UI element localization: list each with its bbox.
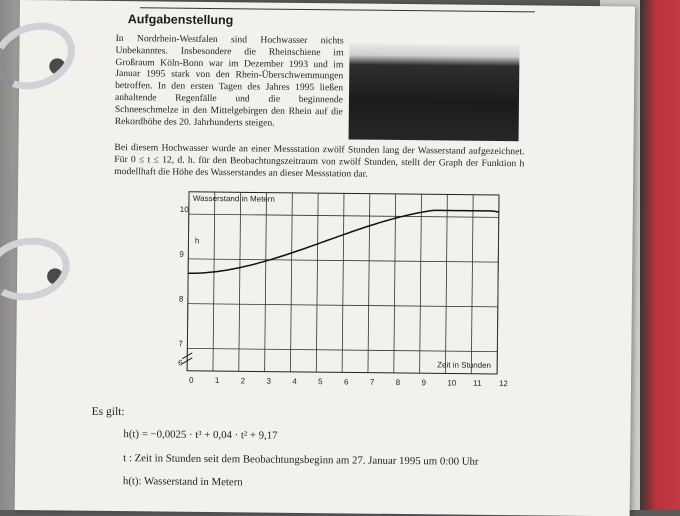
y-tick-label: 7: [178, 339, 183, 349]
x-tick-label: 12: [498, 379, 508, 389]
x-tick-label: 4: [292, 376, 297, 386]
x-tick-label: 10: [447, 378, 457, 388]
x-tick-label: 7: [369, 377, 375, 387]
function-formula: h(t) = −0,0025 · t³ + 0,04 · t² + 9,17: [123, 428, 278, 442]
x-tick-label: 0: [188, 375, 194, 385]
x-axis-label: Zeit in Stunden: [437, 360, 492, 370]
binder-right-edge: [640, 0, 680, 510]
grid-line-vertical: [497, 195, 499, 374]
es-gilt-label: Es gilt:: [91, 405, 125, 419]
x-tick-label: 2: [240, 376, 246, 386]
definition-t: t : Zeit in Stunden seit dem Beobachtungsbeginn am 27. Januar 1995 um 0:00 Uhr: [123, 452, 479, 468]
worksheet-page: [15, 0, 635, 516]
grid-line-vertical: [213, 192, 215, 371]
x-tick-label: 5: [318, 377, 323, 387]
grid-line-vertical: [394, 194, 396, 373]
grid-line-vertical: [368, 194, 370, 373]
y-tick-label: 6: [178, 358, 183, 368]
x-tick-label: 11: [473, 378, 482, 388]
definition-h: h(t): Wasserstand in Metern: [122, 475, 243, 489]
grid-line-vertical: [445, 194, 447, 373]
y-tick-label: 8: [178, 294, 184, 304]
header-rule: [140, 7, 535, 12]
grid-line-vertical: [420, 194, 422, 373]
grid-line-vertical: [316, 193, 318, 372]
x-tick-label: 1: [214, 376, 220, 386]
x-tick-label: 8: [395, 377, 401, 388]
grid-line-vertical: [239, 192, 241, 371]
x-tick-label: 6: [343, 377, 349, 387]
grid-line-vertical: [265, 193, 267, 372]
y-axis-label: Wasserstand in Metern: [192, 193, 275, 204]
x-tick-label: 3: [266, 376, 272, 386]
x-tick-label: 9: [421, 378, 427, 388]
y-tick-label: 10: [179, 205, 189, 215]
grid-line-vertical: [471, 195, 473, 374]
y-tick-label: 9: [179, 249, 184, 259]
grid-line-vertical: [290, 193, 292, 372]
page-heading: Aufgabenstellung: [127, 12, 234, 28]
flood-photo: [349, 43, 520, 141]
intro-paragraph: In Nordrhein-Westfalen sind Hochwasser nichts Unbekanntes. Insbesondere die Rheinschiene im Großraum Köln-Bonn war im Dezember 1993 und im Januar 1995 stark von den Rhein-Überschwemmungen betroffen. In den ersten Tagen des Jahres 1995 ließen anhaltende Regenfälle und die beginnende Schneeschmelze in den Mittelgebirgen den Rhein auf die Rekordhöhe des 20. Jahrhunderts steigen.: [114, 33, 344, 129]
task-paragraph: Bei diesem Hochwasser wurde an einer Messstation zwölf Stunden lang der Wasserstand aufgezeichnet. Für 0 ≤ t ≤ 12, d. h. für den Beobachtungszeitraum von zwölf Stunden, stellt der Graph der Funktion h modellhaft die Höhe des Wasserstandes an dieser Messstation dar.: [114, 141, 525, 180]
series-label: h: [194, 236, 200, 246]
grid-line-vertical: [187, 192, 189, 371]
water-level-chart: [153, 185, 508, 394]
grid-line-vertical: [342, 193, 344, 372]
